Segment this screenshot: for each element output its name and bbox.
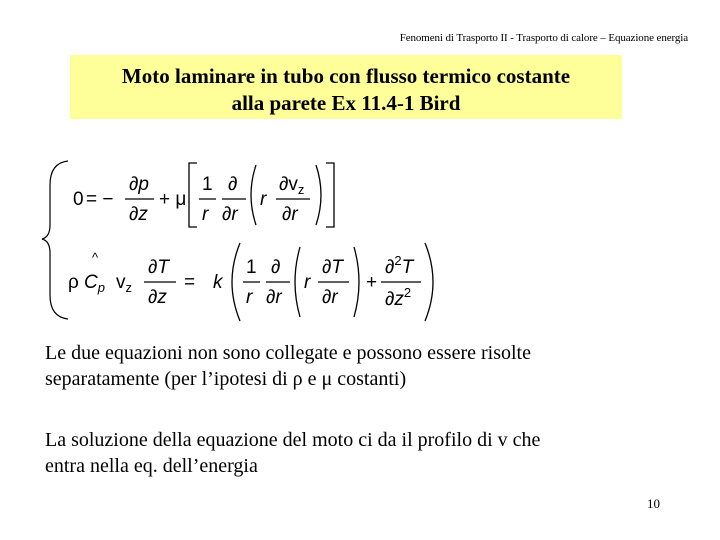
eq2-k: k (213, 272, 223, 293)
eq2-partial2-T: ∂$^2$T (385, 253, 414, 278)
eq2-one: 1 (246, 257, 257, 278)
eq2-partial-T: ∂T (148, 257, 169, 278)
eq2-rho: ρ (68, 272, 79, 293)
eq1-partial-z: ∂z (129, 204, 148, 225)
eq2-c-hat: ^ (92, 250, 99, 265)
eq2-equals: = (184, 272, 196, 293)
eq1-one: 1 (202, 174, 213, 195)
eq2-paren-open (295, 247, 300, 317)
eq2-partial-z2: $\partial z^2$ (385, 285, 412, 310)
eq1-partial-r: ∂r (222, 204, 238, 225)
eq2-partial-r: ∂r (266, 287, 282, 308)
eq2-r-factor: r (304, 272, 311, 293)
eq2-partial-z: ∂z (148, 287, 167, 308)
eq2-partial-T2: ∂T (322, 257, 343, 278)
paragraph-independence (45, 340, 531, 392)
paragraph-2-line-2: entra nella eq. dell’energia (45, 455, 258, 477)
paragraph-1-line-2: separatamente (per l’ipotesi di ρ e μ costanti) (45, 368, 407, 390)
eq1-partial: ∂ (228, 174, 238, 195)
eq2-r: r (246, 287, 253, 308)
eq2-plus: + (366, 272, 378, 293)
eq1-plus-mu: + μ (159, 189, 187, 210)
slide-header: Fenomeni di Trasporto II - Trasporto di calore – Equazione energia (399, 32, 688, 44)
paragraph-solution (45, 427, 540, 479)
eq2-partial: ∂ (271, 257, 281, 278)
eq1-paren-close (316, 165, 321, 225)
eq1-bracket-open (189, 163, 197, 227)
eq1-partial-r2: ∂r (282, 204, 298, 225)
eq2-vz: $v_z$ (116, 272, 132, 295)
eq1-zero: 0 (73, 189, 84, 210)
equation-system (40, 155, 440, 325)
paragraph-1-line-1: Le due equazioni non sono collegate e possono essere risolte (45, 342, 531, 364)
paragraph-2-line-1: La soluzione della equazione del moto ci da il profilo di v che (45, 429, 541, 451)
eq1-paren-open (251, 165, 256, 225)
eq1-bracket-close (326, 163, 334, 227)
equation-1 (73, 163, 334, 227)
equation-system-graphic (40, 155, 440, 325)
left-brace (42, 161, 68, 319)
title-line-1: Moto laminare in tubo con flusso termico costante (121, 64, 571, 88)
title-line-2: alla parete Ex 11.4-1 Bird (231, 91, 461, 115)
eq2-partial-r2: ∂r (322, 287, 338, 308)
eq1-equals-minus: = − (86, 189, 114, 210)
eq1-r-factor: r (260, 189, 267, 210)
eq1-partial-vz: $\partial v_z$ (279, 174, 305, 197)
eq2-paren-close (354, 247, 359, 317)
eq1-r: r (202, 204, 209, 225)
equation-2 (68, 243, 433, 321)
page-number: 10 (647, 496, 660, 511)
eq2-big-paren-close (425, 243, 433, 321)
eq2-cp: $C_p$ (84, 272, 105, 295)
slide-title-box (70, 55, 622, 119)
eq2-big-paren-open (232, 243, 240, 321)
eq1-partial-p: ∂p (129, 174, 149, 195)
